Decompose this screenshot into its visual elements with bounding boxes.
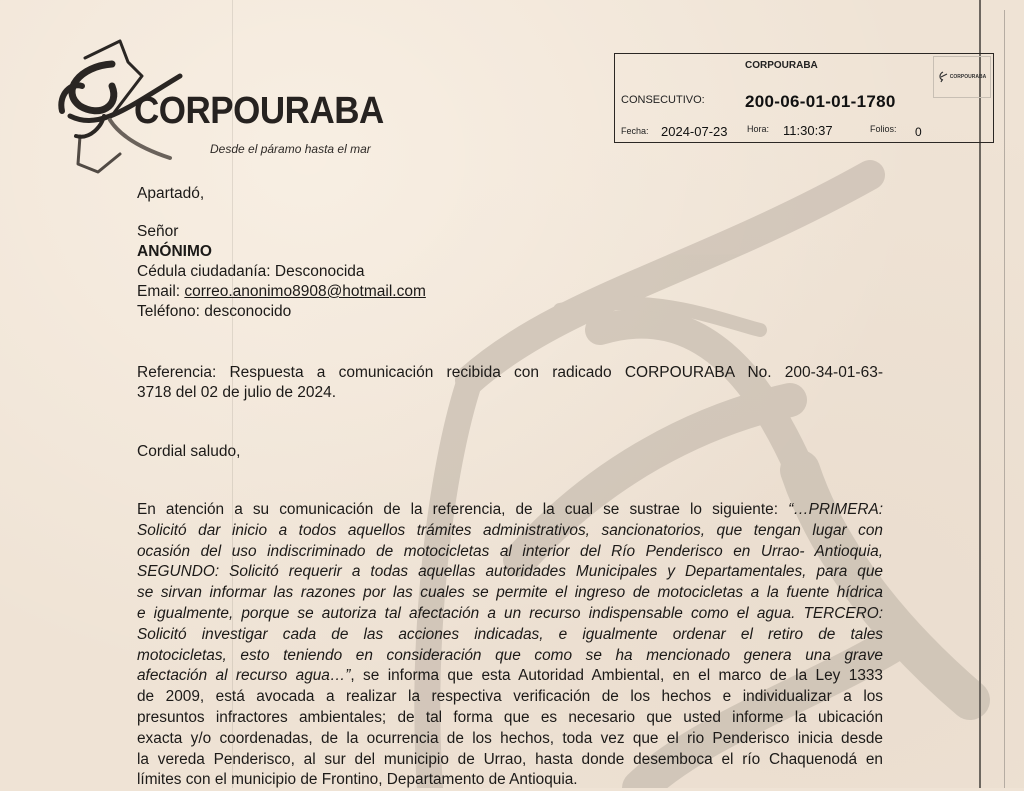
addressee-block [137,222,426,322]
quoted-text: Solicitó investigar cada de las acciones indicadas, e igualmente ordenar el retiro de tales [137,625,883,643]
corpouraba-logo [50,36,390,176]
folios-value: 0 [915,125,922,139]
quoted-text: SEGUNDO: Solicitó requerir a todas aquellas autoridades Municipales y Departamentales, para que [137,563,883,581]
body-paragraph [137,500,883,791]
hora-value: 11:30:37 [783,123,833,138]
reference-paragraph [137,363,883,403]
email-line [137,282,426,302]
letter-city: Apartadó, [137,185,205,202]
telefono-line [137,302,426,322]
quoted-text: motocicletas, esto teniendo en consideración que como se ha mencionado genera una grave [137,646,883,664]
telefono-label: Teléfono: [137,303,200,320]
body-line [137,729,883,750]
body-line [137,521,883,542]
margin-line-light [1004,10,1005,788]
hora-label: Hora: [747,124,770,134]
quoted-text: se sirvan informar las razones por las cuales se permite el ingreso de motocicletas a la fuente hídrica [137,584,883,602]
body-line [137,542,883,563]
body-line [137,625,883,646]
reference-line: Referencia: Respuesta a comunicación recibida con radicado CORPOURABA No. 200-34-01-63- [137,364,883,381]
body-line [137,583,883,604]
body-text: , se informa que esta Autoridad Ambiental, en el marco de la Ley 1333 [350,667,883,685]
body-line [137,666,883,687]
body-text: la vereda Penderisco, al sur del municipio de Urrao, hasta donde desemboca el río Chaquenodá en [137,750,883,768]
mini-logo-text: CORPOURABA [949,74,987,80]
cedula-line [137,262,426,282]
consecutivo-value: 200-06-01-01-1780 [745,92,896,111]
body-text: En atención a su comunicación de la referencia, de la cual se sustrae lo siguiente: [137,501,789,518]
quoted-text: afectación al recurso agua…” [137,667,351,685]
body-line [137,708,883,729]
body-line [137,646,883,667]
quoted-text: “…PRIMERA: [788,501,883,518]
telefono-value: desconocido [204,303,292,320]
body-text: presuntos infractores ambientales; de tal forma que es necesario que usted informe la ubicación [137,708,883,726]
fecha-label: Fecha: [621,126,649,136]
cedula-value: Desconocida [274,263,365,280]
radicado-stamp [614,53,994,143]
body-line [137,604,883,625]
body-line [137,750,883,771]
reference-line: 3718 del 02 de julio de 2024. [137,384,337,401]
folios-label: Folios: [870,124,897,134]
consecutivo-label: CONSECUTIVO: [621,94,705,106]
body-text: límites con el municipio de Frontino, Departamento de Antioquia. [137,771,578,789]
logo-name: CORPOURABA [134,90,384,132]
email-label: Email: [137,283,181,300]
radicado-organization: CORPOURABA [745,60,818,71]
body-line [137,500,883,521]
recipient-name: ANÓNIMO [137,243,212,260]
fecha-value: 2024-07-23 [661,124,728,139]
body-text: exacta y/o coordenadas, de la ocurrencia de los hechos, toda vez que el rio Penderisco inicia desde [137,729,883,747]
quoted-text: ocasión del uso indiscriminado de motocicletas al interior del Río Penderisco en Urrao- Antioquia, [137,542,883,560]
mini-logo-icon [938,71,948,83]
radicado-mini-logo [933,56,991,98]
quoted-text: Solicitó dar inicio a todos aquellos trámites administrativos, sancionatorios, que tengan lugar con [137,521,883,539]
cedula-label: Cédula ciudadanía: [137,263,271,280]
body-text: de 2009, está avocada a realizar la respectiva verificación de los hechos e individualizar a los [137,688,883,706]
quoted-text: e igualmente, porque se autoriza tal afectación a un recurso indispensable como el agua. TERCERO: [137,604,883,622]
salutation-title: Señor [137,223,179,240]
logo-slogan: Desde el páramo hasta el mar [210,142,371,156]
body-line [137,687,883,708]
email-link[interactable]: correo.anonimo8908@hotmail.com [184,283,426,300]
body-line [137,562,883,583]
greeting: Cordial saludo, [137,443,241,460]
